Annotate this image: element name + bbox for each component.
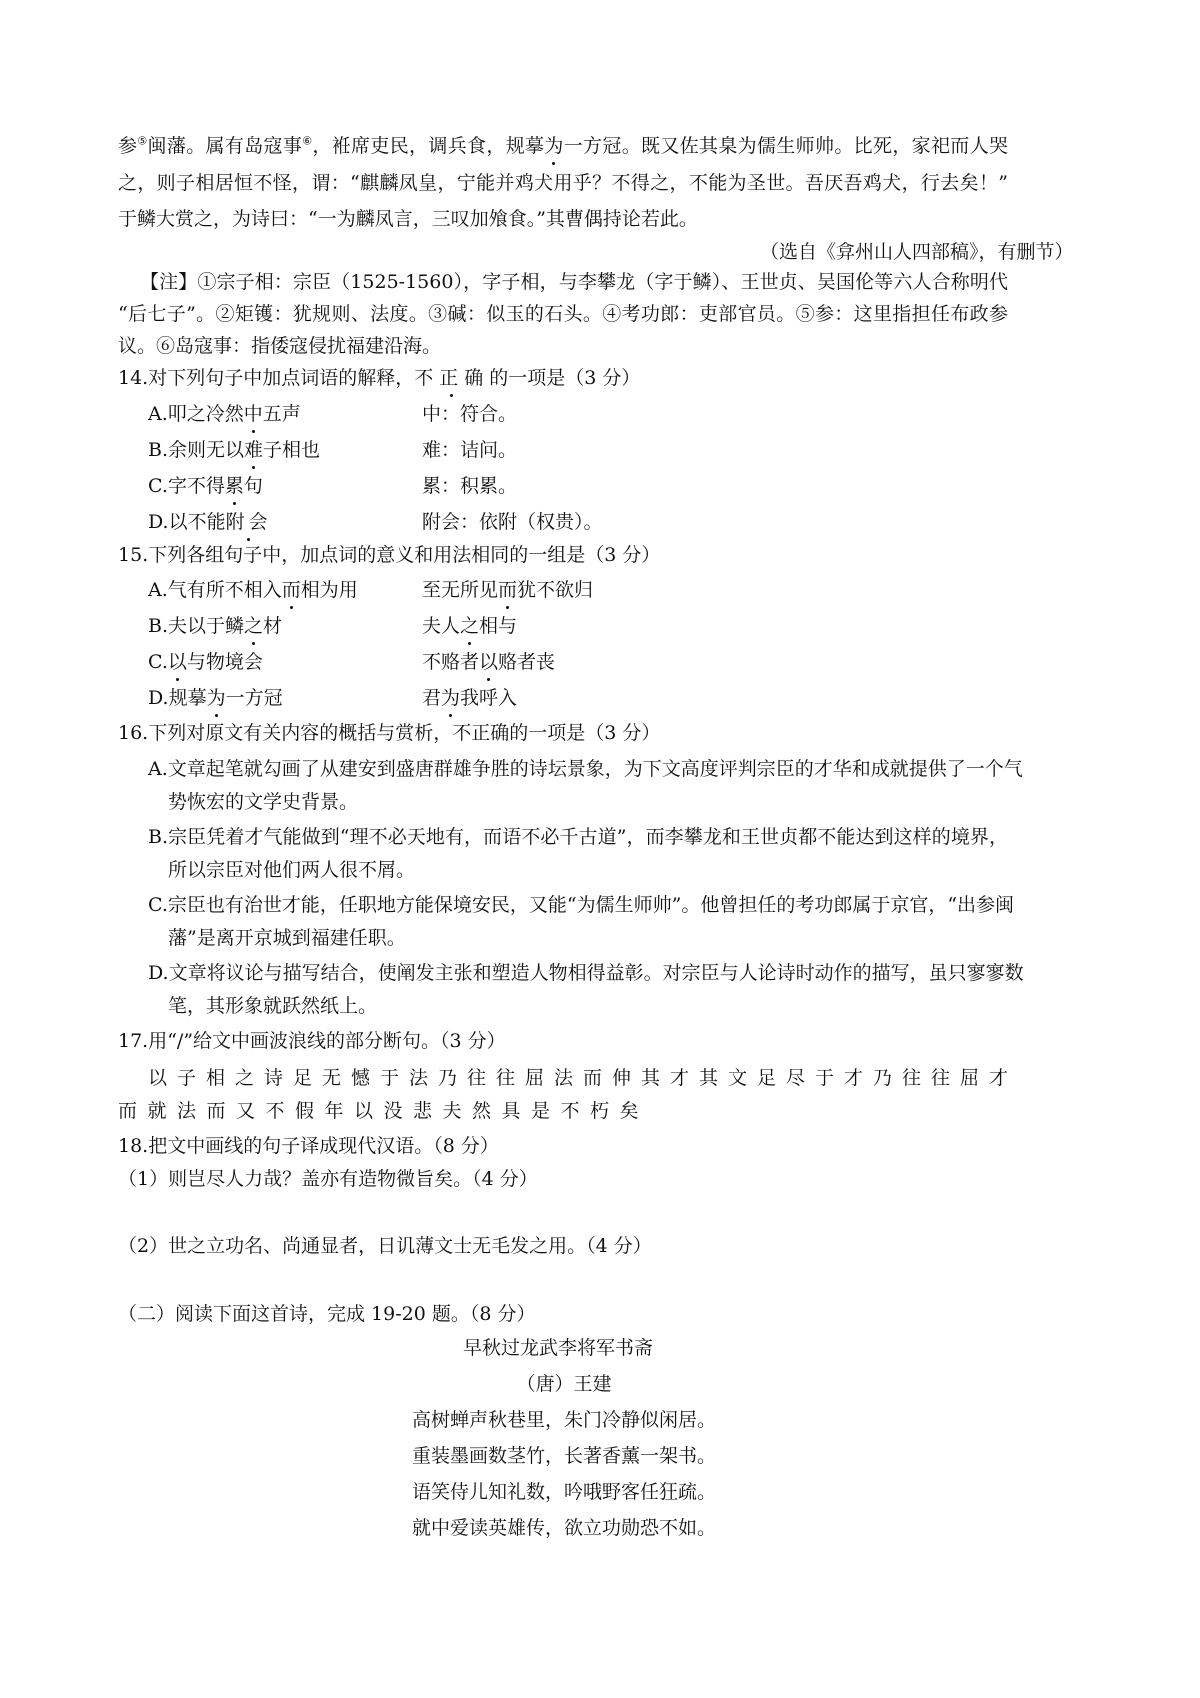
q16-option-d-line-1: D.文章将议论与描写结合，使阐发主张和塑造人物相得益彰。对宗臣与人论诗时动作的描写，虽只寥寥数 (148, 962, 1024, 984)
q17-stem: 17.用“/”给文中画波浪线的部分断句。（3 分） (118, 1030, 506, 1052)
dotted-word: 中 (244, 400, 263, 428)
poem-line-3: 语笑侍儿知礼数，吟哦野客任狂疏。 (411, 1481, 716, 1503)
q18-sentence-2: （2）世之立功名、尚通显者，日讥薄文士无毛发之用。（4 分） (118, 1235, 652, 1257)
dotted-word: 难 (244, 436, 263, 464)
poem-line-1: 高树蝉声秋巷里，朱门冷静似闲居。 (411, 1409, 716, 1431)
q14-gloss-a: 中：符合。 (422, 403, 518, 425)
dotted-word: 而 (282, 576, 301, 604)
q16-option-b-line-2: 所以宗臣对他们两人很不屑。 (168, 859, 416, 881)
q18-stem: 18.把文中画线的句子译成现代汉语。（8 分） (118, 1135, 499, 1157)
poem-title: 早秋过龙武李将军书斋 (462, 1337, 653, 1359)
q15-stem: 15.下列各组句子中，加点词的意义和用法相同的一组是（3 分） (118, 544, 661, 566)
passage-source: （选自《弇州山人四部稿》，有删节） (760, 241, 1074, 263)
q14-option-a: A.叩之冷然中五声 (148, 400, 301, 428)
q14-stem: 14.对下列句子中加点词语的解释，不正确的一项是（3 分） (118, 364, 640, 392)
q16-option-a-line-1: A.文章起笔就勾画了从建安到盛唐群雄争胜的诗坛景象，为下文高度评判宗臣的才华和成就提供了一个气 (148, 758, 1023, 780)
dotted-word: 累 (225, 472, 244, 500)
dotted-word: 为 (207, 684, 226, 712)
q14-gloss-c: 累：积累。 (422, 475, 518, 497)
note-line-2: “后七子”。②矩镬：犹规则、法度。③碱：似玉的石头。④考功郎：吏部官员。⑤参：这里指担任布政参 (118, 303, 1008, 325)
dotted-word: 以 (168, 648, 187, 676)
dotted-emphasis: 不正确 (414, 364, 489, 392)
poem-line-4: 就中爱读英雄传，欲立功勋恐不如。 (411, 1517, 716, 1539)
q17-text-line-1: 以子相之诗足无憾于法乃往往屈法而伸其才其文足尽于才乃往往屈才 (148, 1067, 1008, 1089)
poem-line-2: 重装墨画数茎竹，长著香薰一架书。 (411, 1445, 716, 1467)
q15-option-d: D.规摹为一方冠 (148, 684, 283, 712)
dotted-word: 为 (544, 132, 563, 160)
footnote-5-marker: ⑤ (137, 134, 148, 148)
q15-pair-c: 不赂者以赂者丧 (422, 648, 555, 676)
footnote-6-marker: ⑥ (302, 134, 313, 148)
dotted-word: 之 (460, 612, 479, 640)
q17-text-line-2: 而就法而又不假年以没悲夫然具是不朽矣 (118, 1100, 650, 1122)
dotted-word: 而 (498, 576, 517, 604)
dotted-word: 附会 (226, 508, 272, 536)
q14-option-c: C.字不得累句 (148, 472, 263, 500)
q16-option-c-line-2: 藩”是离开京城到福建任职。 (168, 927, 406, 949)
q14-option-d: D.以不能附会 (148, 508, 272, 536)
q15-option-b: B.夫以于鳞之材 (148, 612, 282, 640)
poem-author: （唐）王建 (516, 1373, 612, 1395)
note-line-1: 【注】①宗子相：宗臣（1525-1560），字子相，与李攀龙（字于鳞）、王世贞、吴国伦等六人合称明代 (140, 271, 1008, 293)
passage-line-2: 之，则子相居恒不怪，谓：“麒麟凤皇，宁能并鸡犬用乎？不得之，不能为圣世。吾厌吾鸡犬，行去矣！” (118, 172, 1008, 194)
q16-option-a-line-2: 势恢宏的文学史背景。 (168, 791, 359, 813)
passage-line-1: 参⑤闽藩。属有岛寇事⑥，袵席吏民，调兵食，规摹为一方冠。既又佐其臬为儒生师帅。比死，家祀而人哭 (118, 132, 1008, 160)
q18-sentence-1: （1）则岂尽人力哉？盖亦有造物微旨矣。（4 分） (118, 1168, 538, 1190)
note-line-3: 议。⑥岛寇事：指倭寇侵扰福建沿海。 (118, 335, 442, 357)
dotted-word: 以 (479, 648, 498, 676)
q14-option-b: B.余则无以难子相也 (148, 436, 320, 464)
dotted-word: 之 (244, 612, 263, 640)
q14-gloss-d: 附会：依附（权贵）。 (422, 511, 603, 533)
q15-option-c: C.以与物境会 (148, 648, 263, 676)
q15-pair-d: 君为我呼入 (422, 684, 517, 712)
q16-stem: 16.下列对原文有关内容的概括与赏析，不正确的一项是（3 分） (118, 722, 661, 744)
section-2-heading: （二）阅读下面这首诗，完成 19-20 题。（8 分） (118, 1303, 536, 1325)
passage-line-3: 于鳞大赏之，为诗曰：“一为麟凤言，三叹加飧食。”其曹偶持论若此。 (118, 208, 698, 230)
q16-option-c-line-1: C.宗臣也有治世才能，任职地方能保境安民，又能“为儒生师帅”。他曾担任的考功郎属于京官，“出参闽 (148, 894, 1015, 916)
q15-pair-a: 至无所见而犹不欲归 (422, 576, 593, 604)
q16-option-d-line-2: 笔，其形象就跃然纸上。 (168, 995, 378, 1017)
q15-pair-b: 夫人之相与 (422, 612, 517, 640)
q14-gloss-b: 难：诘问。 (422, 439, 518, 461)
dotted-word: 为 (441, 684, 460, 712)
q16-option-b-line-1: B.宗臣凭着才气能做到“理不必天地有，而语不必千古道”，而李攀龙和王世贞都不能达到这样的境界， (148, 826, 1008, 848)
q15-option-a: A.气有所不相入而相为用 (148, 576, 358, 604)
